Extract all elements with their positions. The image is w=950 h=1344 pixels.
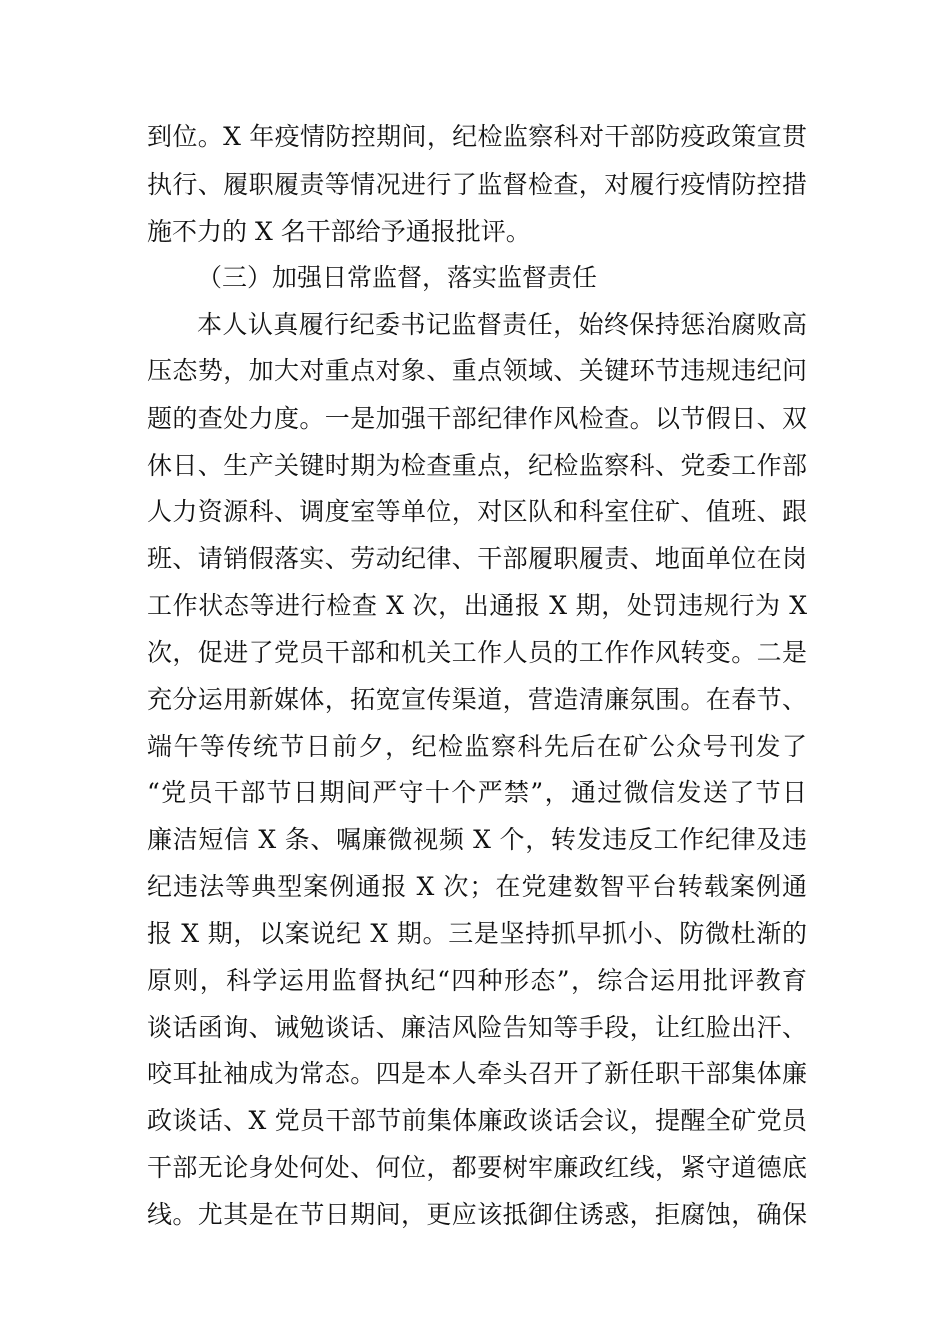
text-line-7: 题的查处力度。一是加强干部纪律作风检查。以节假日、双 [147,404,807,433]
text-line-3: 施不力的 X 名干部给予通报批评。 [147,217,531,246]
text-line-13: 充分运用新媒体，拓宽宣传渠道，营造清廉氛围。在春节、 [147,685,807,714]
text-line-6: 压态势，加大对重点对象、重点领域、关键环节违规违纪问 [147,356,807,385]
text-line-18: 报 X 期，以案说纪 X 期。三是坚持抓早抓小、防微杜渐的 [147,919,807,948]
text-line-1: 到位。X 年疫情防控期间，纪检监察科对干部防疫政策宣贯 [147,122,807,151]
text-line-15: “党员干部节日期间严守十个严禁”，通过微信发送了节日 [147,778,807,807]
text-line-8: 休日、生产关键时期为检查重点，纪检监察科、党委工作部 [147,451,807,480]
text-line-23: 干部无论身处何处、何位，都要树牢廉政红线，紧守道德底 [147,1153,807,1182]
text-line-24: 线。尤其是在节日期间，更应该抵御住诱惑，拒腐蚀，确保 [147,1200,807,1229]
text-line-5: 本人认真履行纪委书记监督责任，始终保持惩治腐败高 [197,310,807,339]
text-line-16: 廉洁短信 X 条、嘱廉微视频 X 个，转发违反工作纪律及违 [147,825,807,854]
text-line-10: 班、请销假落实、劳动纪律、干部履职履责、地面单位在岗 [147,544,807,573]
text-line-14: 端午等传统节日前夕，纪检监察科先后在矿公众号刊发了 [147,732,807,761]
text-line-20: 谈话函询、诫勉谈话、廉洁风险告知等手段，让红脸出汗、 [147,1013,807,1042]
text-line-2: 执行、履职履责等情况进行了监督检查，对履行疫情防控措 [147,170,807,199]
text-line-17: 纪违法等典型案例通报 X 次；在党建数智平台转载案例通 [147,872,807,901]
text-line-22: 政谈话、X 党员干部节前集体廉政谈话会议，提醒全矿党员 [147,1106,807,1135]
text-line-19: 原则，科学运用监督执纪“四种形态”，综合运用批评教育 [147,966,807,995]
text-line-12: 次，促进了党员干部和机关工作人员的工作作风转变。二是 [147,638,807,667]
section-heading: （三）加强日常监督，落实监督责任 [197,263,598,292]
text-line-9: 人力资源科、调度室等单位，对区队和科室住矿、值班、跟 [147,497,807,526]
text-line-11: 工作状态等进行检查 X 次，出通报 X 期，处罚违规行为 X [147,591,807,620]
text-line-21: 咬耳扯袖成为常态。四是本人牵头召开了新任职干部集体廉 [147,1059,807,1088]
